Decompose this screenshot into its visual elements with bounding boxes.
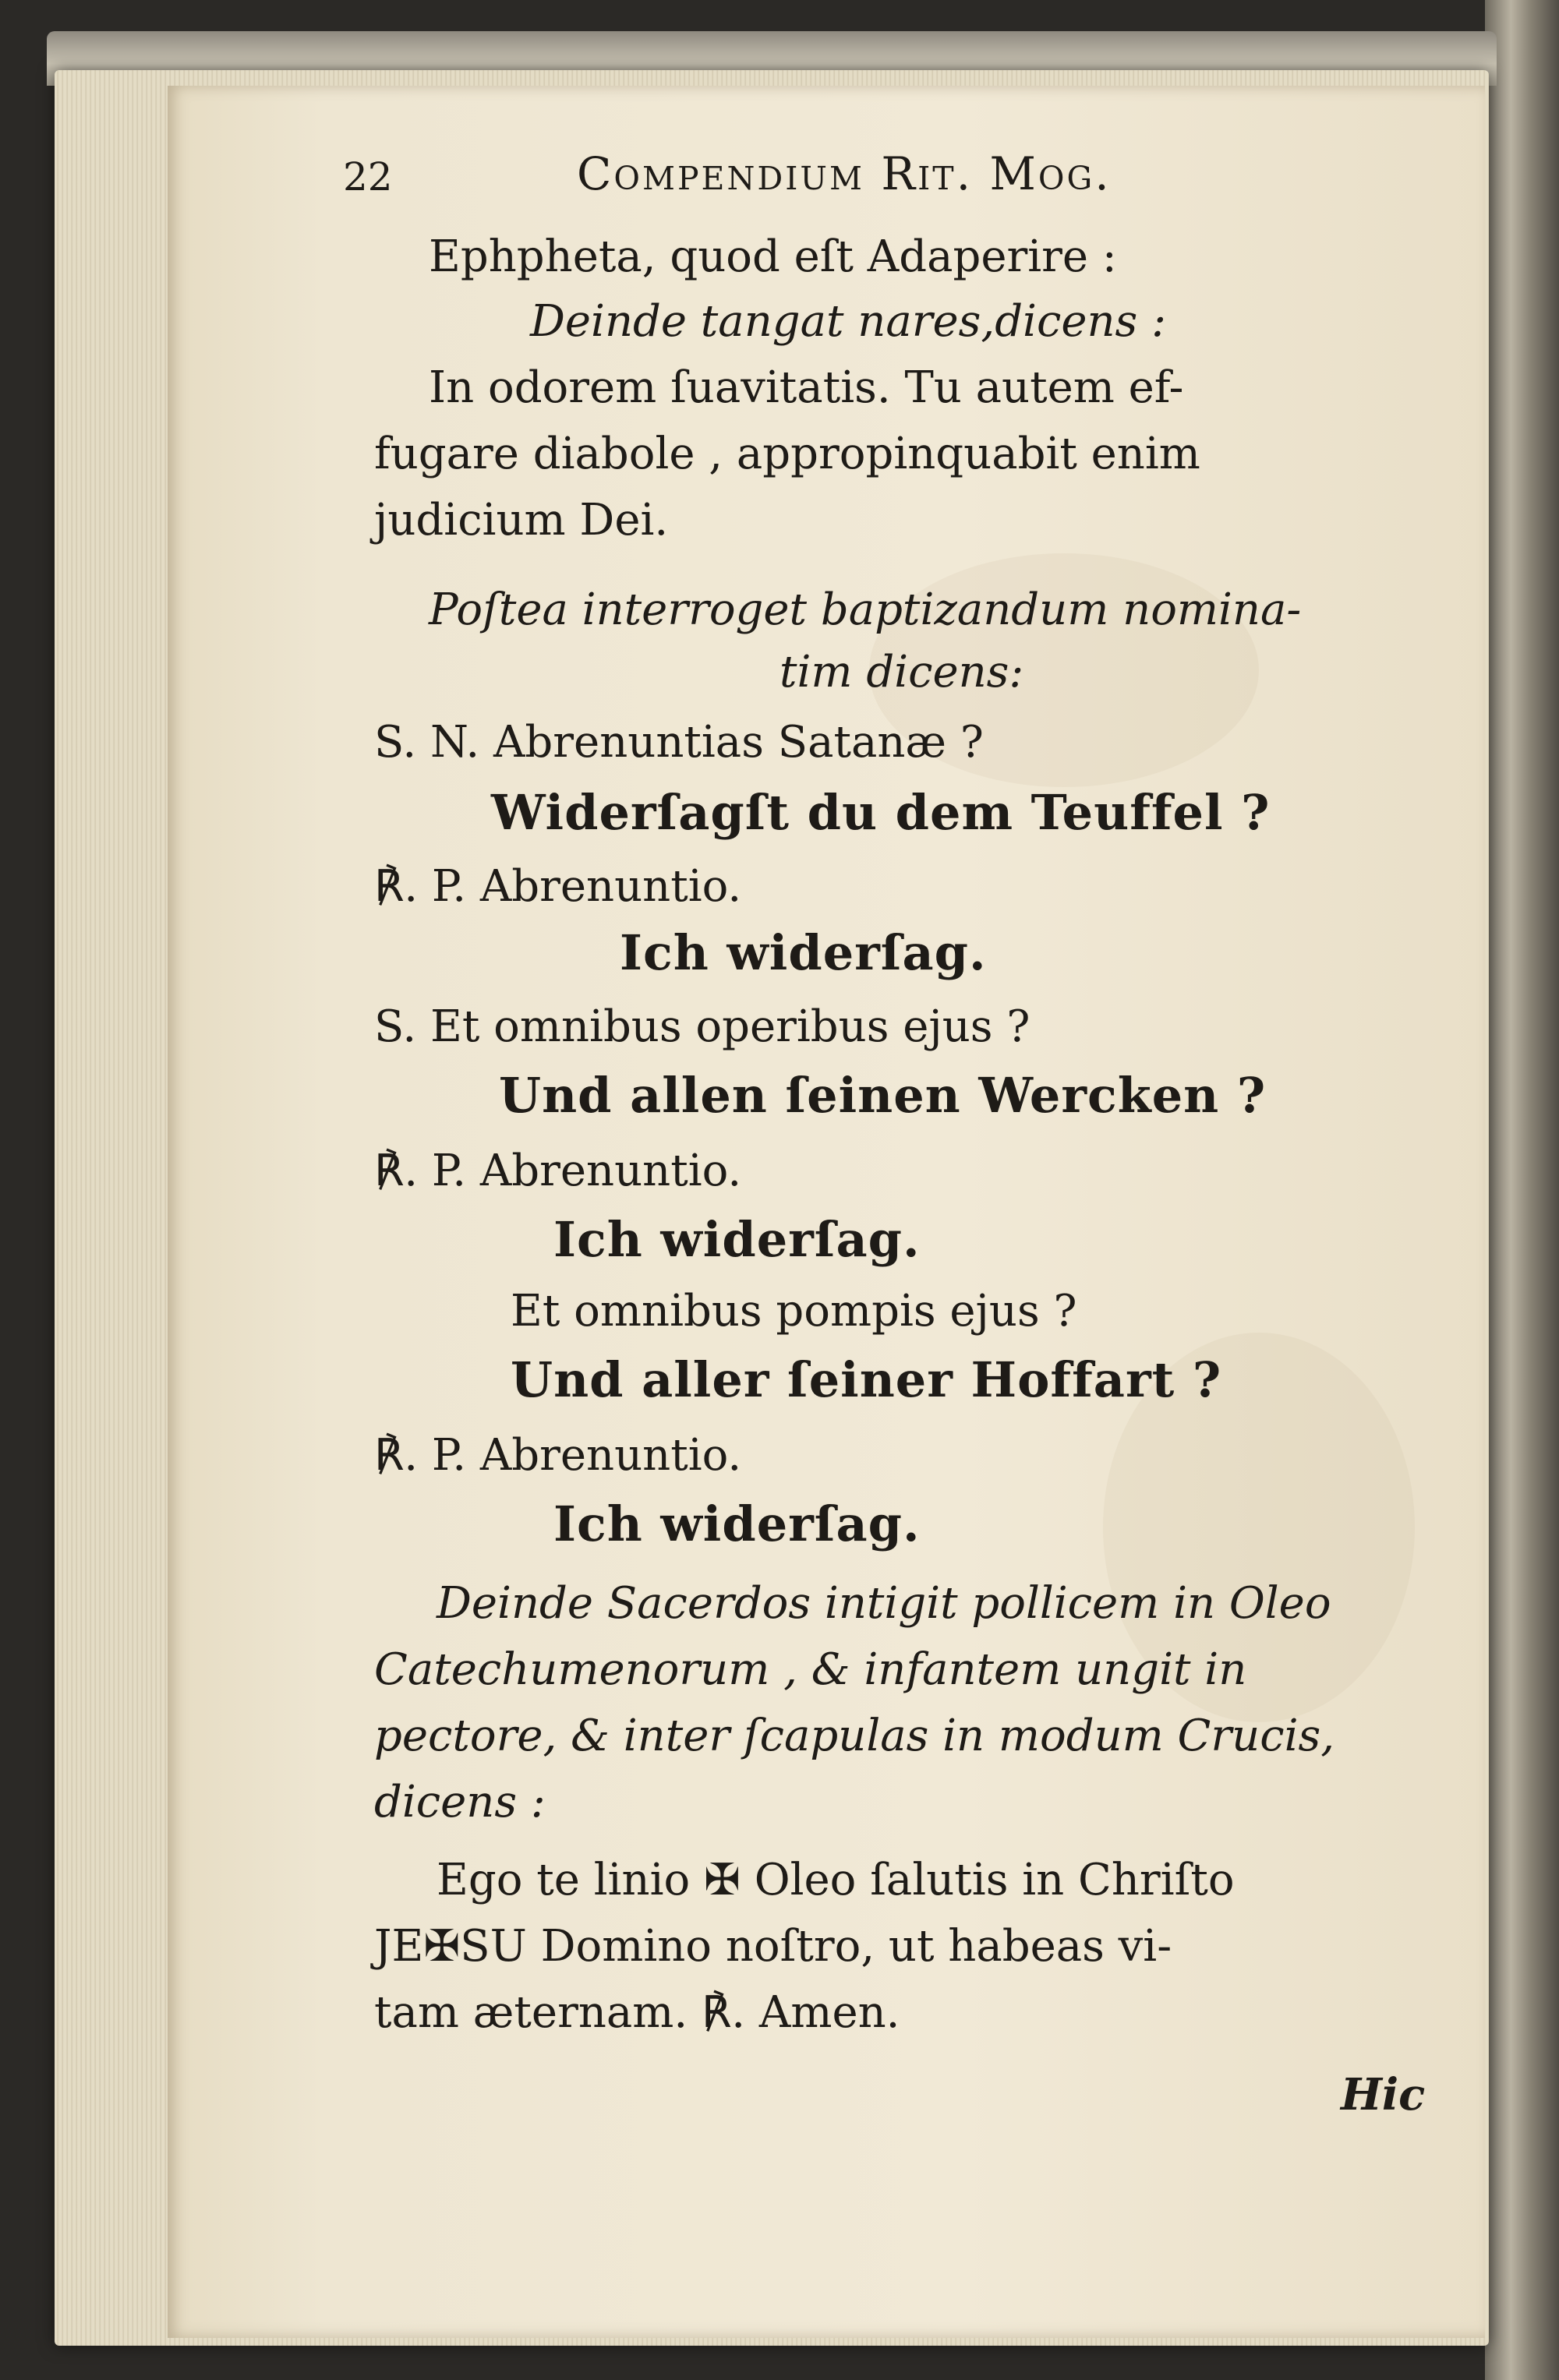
text-line: S. N. Abrenuntias Satanæ ? [374, 717, 984, 768]
german-line: Ich widerſag. [553, 1211, 921, 1268]
text-line: fugare diabole , appropinquabit enim [374, 429, 1200, 479]
text-line: ℟. P. Abrenuntio. [374, 1146, 742, 1196]
german-line: Widerſagſt du dem Teuffel ? [491, 784, 1271, 841]
text-line: Ego te linio ✠ Oleo ſalutis in Chriſto [437, 1855, 1235, 1905]
rubric-line: dicens : [374, 1777, 546, 1827]
text-line: In odorem ſuavitatis. Tu autem ef- [429, 362, 1184, 413]
text-line: judicium Dei. [374, 495, 669, 546]
text-line: JE✠SU Domino noſtro, ut habeas vi- [374, 1921, 1172, 1972]
rubric-line: Deinde Sacerdos intigit pollicem in Oleo [437, 1578, 1331, 1629]
adjacent-page-edge [1485, 0, 1559, 2380]
text-line: ℟. P. Abrenuntio. [374, 861, 742, 912]
rubric-line: pectore, & inter ſcapulas in modum Crucis, [374, 1711, 1335, 1761]
german-line: Und aller ſeiner Hoffart ? [511, 1351, 1222, 1408]
running-title: Compendium Rit. Mog. [577, 147, 1112, 200]
page-number: 22 [343, 154, 393, 200]
text-line: ℟. P. Abrenuntio. [374, 1430, 742, 1481]
catchword: Hic [1341, 2069, 1426, 2120]
rubric-line: tim dicens: [780, 647, 1024, 697]
text-line: Et omnibus pompis ejus ? [511, 1286, 1077, 1337]
text-line: tam æternam. ℟. Amen. [374, 1987, 900, 2038]
rubric-line: Catechumenorum , & infantem ungit in [374, 1644, 1247, 1695]
text-line: S. Et omnibus operibus ejus ? [374, 1001, 1030, 1052]
german-line: Ich widerſag. [620, 924, 987, 981]
rubric-line: Poſtea interroget baptizandum nomina- [429, 584, 1302, 635]
german-line: Und allen ſeinen Wercken ? [499, 1067, 1267, 1124]
text-line: Ephpheta, quod eſt Adaperire : [429, 231, 1117, 282]
german-line: Ich widerſag. [553, 1495, 921, 1552]
rubric-line: Deinde tangat nares,dicens : [530, 296, 1166, 347]
